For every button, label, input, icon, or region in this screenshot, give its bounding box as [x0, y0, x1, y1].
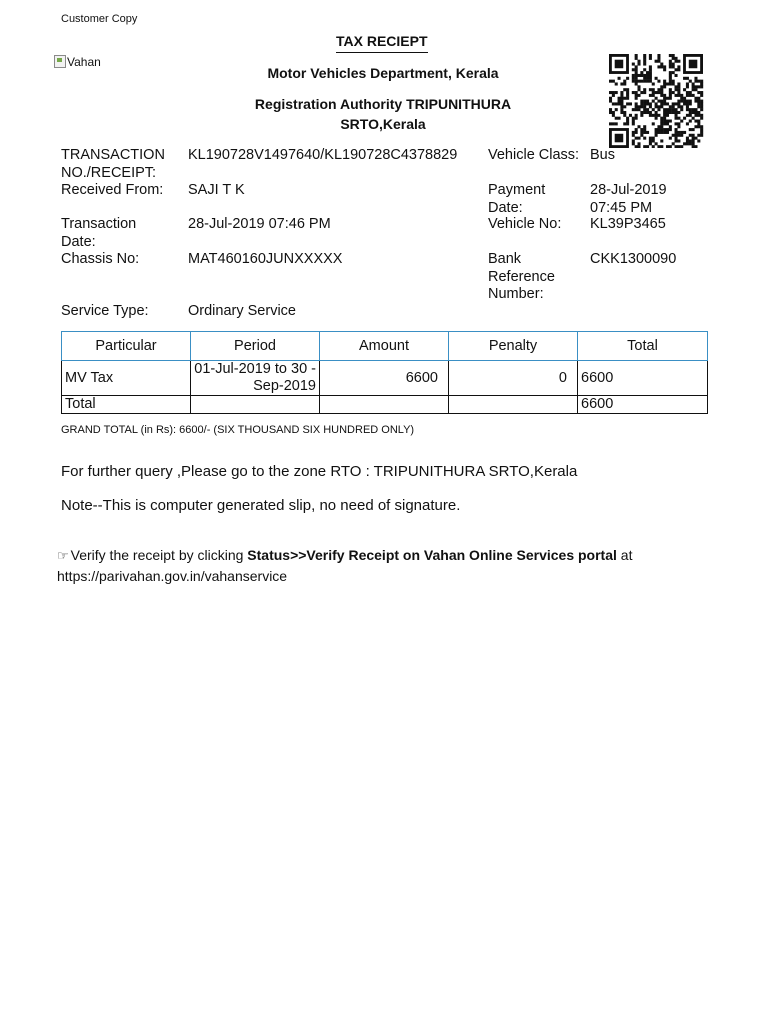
note-text: Note--This is computer generated slip, no need of signature.: [61, 497, 461, 514]
cell-period: 01-Jul-2019 to 30 -Sep-2019: [191, 361, 320, 396]
total-label: Total: [62, 396, 191, 414]
cell-total: 6600: [578, 361, 708, 396]
payment-date-value: 28-Jul-2019 07:45 PM: [590, 182, 667, 216]
verify-link-text[interactable]: Status>>Verify Receipt on Vahan Online Services portal: [247, 547, 617, 563]
transaction-no-value: KL190728V1497640/KL190728C4378829: [188, 147, 458, 163]
chassis-no-value: MAT460160JUNXXXXX: [188, 251, 343, 267]
header-particular: Particular: [62, 332, 191, 361]
department-name: Motor Vehicles Department, Kerala: [267, 65, 499, 81]
vahan-logo: [54, 55, 101, 69]
service-type-value: Ordinary Service: [188, 303, 296, 319]
transaction-date-label: Transaction Date:: [61, 216, 137, 250]
logo-alt-text: Vahan: [67, 55, 101, 69]
table-header-row: [62, 332, 708, 361]
total-empty-2: [320, 396, 449, 414]
total-value: 6600: [578, 396, 708, 414]
transaction-no-label: TRANSACTION NO./RECEIPT:: [61, 147, 165, 181]
payment-date-label: Payment Date:: [488, 182, 546, 216]
verify-instructions: [57, 545, 697, 586]
received-from-value: SAJI T K: [188, 182, 245, 198]
qr-code: [606, 54, 706, 148]
cell-penalty: 0: [449, 361, 578, 396]
table-total-row: [62, 396, 708, 414]
bank-reference-value: CKK1300090: [590, 251, 677, 267]
verify-url[interactable]: https://parivahan.gov.in/vahanservice: [57, 568, 288, 584]
header-period: Period: [191, 332, 320, 361]
grand-total: GRAND TOTAL (in Rs): 6600/- (SIX THOUSAND SIX HUNDRED ONLY): [61, 424, 415, 436]
receipt-title: TAX RECIEPT: [336, 33, 428, 53]
registration-authority: Registration Authority TRIPUNITHURA SRTO,Kerala: [254, 96, 512, 132]
header-penalty: Penalty: [449, 332, 578, 361]
bank-reference-label: Bank Reference Number:: [488, 251, 555, 302]
total-empty-3: [449, 396, 578, 414]
query-text: For further query ,Please go to the zone RTO : TRIPUNITHURA SRTO,Kerala: [61, 463, 578, 480]
tax-table: [61, 331, 708, 414]
table-row: [62, 361, 708, 396]
chassis-no-label: Chassis No:: [61, 251, 140, 267]
cell-amount: 6600: [320, 361, 449, 396]
transaction-date-value: 28-Jul-2019 07:46 PM: [188, 216, 331, 232]
hand-pointing-icon: ☞: [57, 548, 69, 563]
total-empty-1: [191, 396, 320, 414]
received-from-label: Received From:: [61, 182, 164, 198]
vehicle-no-label: Vehicle No:: [488, 216, 562, 232]
broken-image-icon: [54, 55, 66, 68]
verify-prefix: Verify the receipt by clicking: [70, 547, 244, 563]
header-amount: Amount: [320, 332, 449, 361]
vehicle-class-label: Vehicle Class:: [488, 147, 580, 163]
vehicle-class-value: Bus: [590, 147, 615, 163]
customer-copy-label: Customer Copy: [61, 13, 138, 25]
service-type-label: Service Type:: [61, 303, 149, 319]
header-total: Total: [578, 332, 708, 361]
vehicle-no-value: KL39P3465: [590, 216, 666, 232]
verify-suffix: at: [620, 547, 633, 563]
cell-particular: MV Tax: [62, 361, 191, 396]
